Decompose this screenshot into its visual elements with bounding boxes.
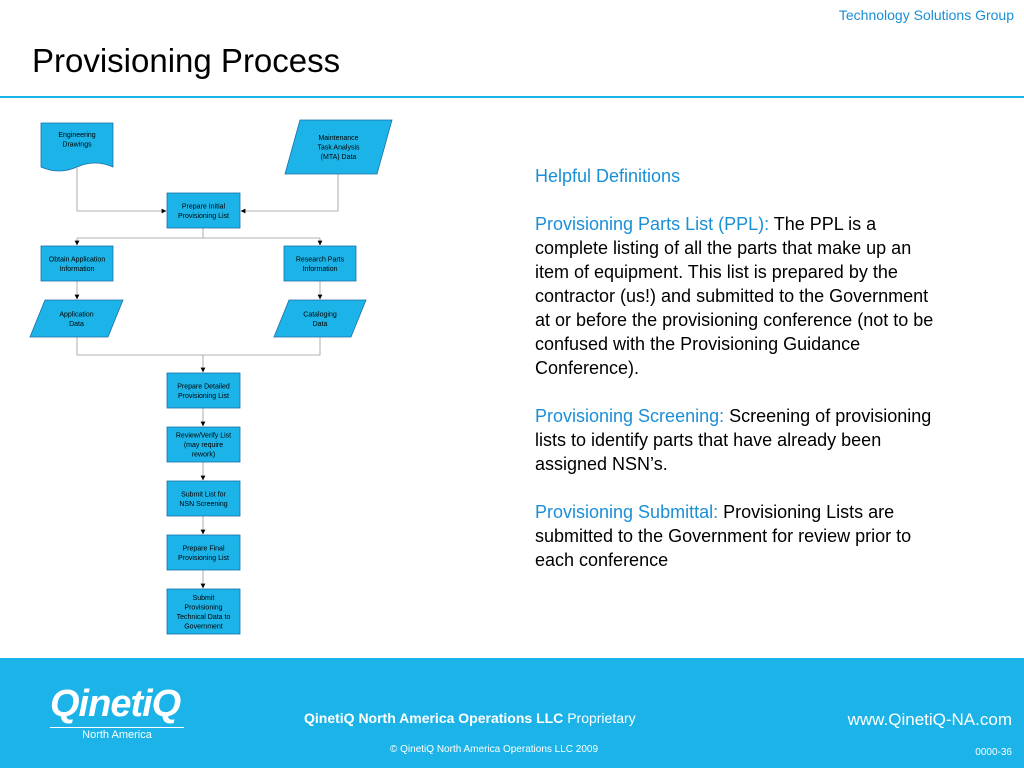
provisioning-flowchart <box>0 0 520 650</box>
flow-node-prepare-initial <box>167 193 240 228</box>
node-label: (MTA) Data <box>320 154 357 161</box>
node-label: Prepare Initial <box>181 203 226 211</box>
definition-ppl <box>535 212 935 380</box>
node-label: Submit List for <box>181 491 226 499</box>
node-label: Prepare Detailed <box>177 383 230 391</box>
flow-node-obtain-application <box>41 246 113 281</box>
node-label: Provisioning List <box>178 554 229 562</box>
node-label: Drawings <box>62 141 92 149</box>
node-label: Provisioning List <box>178 392 229 400</box>
proprietary-label: Proprietary <box>567 710 636 726</box>
node-label: NSN Screening <box>179 500 228 508</box>
node-label: Engineering <box>58 132 96 139</box>
logo-subtitle: North America <box>50 727 184 741</box>
node-label: Submit <box>192 594 215 602</box>
page-title: Provisioning Process <box>32 42 341 79</box>
process-box <box>167 373 240 408</box>
node-label: rework) <box>191 451 216 459</box>
node-label: Technical Data to <box>176 613 231 621</box>
node-label: Prepare Final <box>182 545 225 553</box>
flow-node-mta-data <box>285 120 392 174</box>
definition-text: The PPL is a complete listing of all the parts that make up an item of equipment. This list is prepared by the contractor (us!) and submitted to the Government at or before the provisioning conference (not to be confused with the Provisioning Guidance Conference). <box>535 214 934 378</box>
flow-node-engineering-drawings <box>41 123 113 171</box>
node-label: Government <box>184 623 223 631</box>
flow-node-submit-technical <box>167 589 240 634</box>
connector-line <box>241 174 338 211</box>
definition-term: Provisioning Screening: <box>535 406 725 426</box>
definitions-panel <box>535 164 935 596</box>
node-label: Maintenance <box>318 135 359 142</box>
definition-screening <box>535 404 935 476</box>
definition-term: Provisioning Parts List (PPL): <box>535 214 770 234</box>
definition-text: Screening of provisioning lists to identify parts that have already been assigned NSN’s. <box>535 406 932 474</box>
process-box <box>167 481 240 516</box>
flow-node-submit-nsn <box>167 481 240 516</box>
process-box <box>284 246 356 281</box>
flow-node-prepare-detailed <box>167 373 240 408</box>
node-label: Provisioning <box>184 604 223 612</box>
group-name: Technology Solutions Group <box>838 7 1014 23</box>
qinetiq-logo <box>50 682 184 741</box>
definition-term: Provisioning Submittal: <box>535 502 719 522</box>
node-label: Data <box>312 320 328 328</box>
website-link[interactable]: www.QinetiQ-NA.com <box>847 710 1012 729</box>
connector-line <box>77 337 320 355</box>
connector-line <box>77 168 166 211</box>
definitions-heading: Helpful Definitions <box>535 166 681 186</box>
node-label: Provisioning List <box>178 212 229 220</box>
flow-node-review-verify <box>167 427 240 462</box>
definition-submittal <box>535 500 935 572</box>
node-label: (may require <box>183 442 224 449</box>
footer-bar <box>0 658 1024 768</box>
node-label: Information <box>302 265 338 273</box>
node-label: Review/Verify List <box>175 432 232 440</box>
node-label: Obtain Application <box>48 256 106 264</box>
process-box <box>167 193 240 228</box>
data-shape <box>274 300 366 337</box>
flow-node-research-parts <box>284 246 356 281</box>
node-label: Research Parts <box>295 256 345 264</box>
node-label: Data <box>69 320 84 328</box>
page-number: 0000-36 <box>975 747 1012 758</box>
company-line <box>304 710 636 726</box>
node-label: Cataloging <box>303 311 337 319</box>
process-box <box>167 535 240 570</box>
flow-node-cataloging-data <box>274 300 366 337</box>
process-box <box>41 246 113 281</box>
logo-wordmark: QinetiQ <box>50 683 181 725</box>
data-shape <box>30 300 123 337</box>
node-label: Information <box>59 265 95 273</box>
company-name: QinetiQ North America Operations LLC <box>304 710 564 726</box>
flow-node-application-data <box>30 300 123 337</box>
definition-text: Provisioning Lists are submitted to the Government for review prior to each conference <box>535 502 912 570</box>
node-label: Application <box>59 311 94 319</box>
copyright-text: © QinetiQ North America Operations LLC 2009 <box>390 744 599 755</box>
node-label: Task Analysis <box>317 144 360 152</box>
flow-node-prepare-final <box>167 535 240 570</box>
